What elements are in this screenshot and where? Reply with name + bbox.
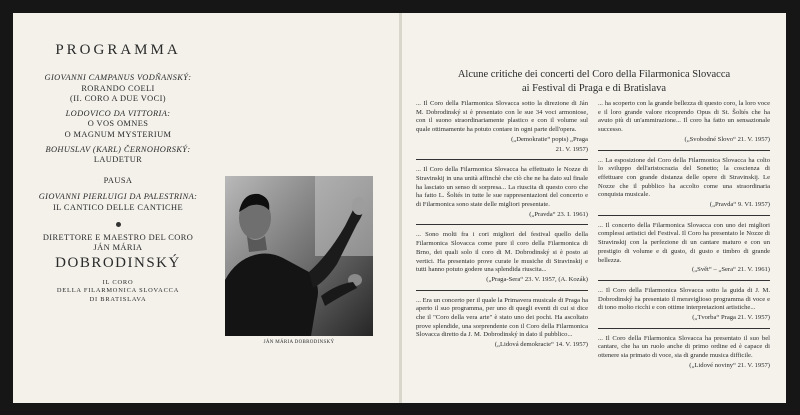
divider [416, 159, 588, 160]
review-source: („Demokratie“ popis) „Praga [511, 135, 588, 143]
review-item [598, 287, 770, 329]
choir-line: DELLA FILARMONICA SLOVACCA [56, 287, 180, 295]
critiques-title [422, 68, 766, 96]
conductor-photo-image [225, 176, 373, 336]
review-text: ... Il concerto della Filarmonica Slovacca con uno dei migliori complessi artistici del Festival. Il Coro ha presentato le Nozze di Stravinskij con la perfezione di un cantare maturo e con un prestigio di volume e di gusto, di gusto e timbro di grande bellezza. [598, 221, 770, 264]
choir-credit [13, 279, 223, 305]
bullet-dot [116, 222, 121, 227]
review-item [416, 100, 588, 160]
program-title: PROGRAMMA [55, 42, 181, 58]
review-text: ... Il Coro della Filarmonica Slovacca ha effettuato le Nozze di Stravinskij in una unità affinchè che ciò che ne ha dato sul finale ha lasciato un senso di sorpresa... La riuscita di questo coro che ha fatto L. Šoltés in tutte le sue rappresentazioni del concerto e di Filarmonica sono state delle migliori presentate. [416, 166, 588, 209]
review-source: („Lidové noviny“ 21. V. 1957) [689, 361, 770, 369]
review-text: ... Il Coro della Filarmonica Slovacca sotto la direzione di Ján M. Dobrodinský si è presentato con le sue 34 voci armoniose, con il suono straordinariamente plastico e con il volume sul quale ottimamente ha potuto contare in ogni parte dell'opera. [416, 100, 588, 134]
critiques-column-left [416, 100, 588, 350]
review-text: ... ha scoperto con la grande bellezza di questo coro, la loro voce e il loro grande valore ricoprendo Opus di St. Šoltés che ha avuto più di un'ammirazione... Il coro ha fatto un sensazionale successo. [598, 100, 770, 134]
director-first-name: JÁN MÁRIA [93, 243, 143, 253]
divider [598, 215, 770, 216]
pausa-label: PAUSA [103, 175, 133, 185]
review-item [598, 335, 770, 371]
divider [598, 280, 770, 281]
review-text: ... La esposizione del Coro della Filarmonica Slovacca ha colto lo sviluppo dell'aristocrazia del Sonetto; la coscienza di effettuare con grande distanza delle opere di Stravinskij. Le Nozze che il pubblico ha accolto come una straordinaria conquista musicale. [598, 156, 770, 199]
review-source: („Pravda“ 9. VI. 1957) [709, 201, 770, 209]
review-item [598, 157, 770, 216]
composer-vodnansky: GIOVANNI CAMPANUS VODŇANSKÝ: [44, 73, 192, 82]
review-text: ... Sono molti fra i cori migliori del festival quello della Filarmonica Slovacca come pure il coro della Filarmonica di Brno, dei quali solo il coro di M. Dobrodinský si è posto ai vertici. Ha presentato prove curate le musiche di Stravinskij e tutti hanno potuto godere una splendida riuscita... [416, 231, 588, 274]
work-line: LAUDETUR [93, 155, 143, 165]
review-source: („Svobodné Slovo“ 21. V. 1957) [684, 135, 770, 143]
program-list [13, 69, 223, 305]
critiques-title-line: ai Festival di Praga e di Bratislava [521, 83, 667, 94]
composer-cernohorsky: BOHUSLAV (KARL) ČERNOHORSKÝ: [45, 144, 191, 154]
composer-palestrina: GIOVANNI PIERLUIGI DA PALESTRINA: [38, 192, 198, 202]
work-line: O MAGNUM MYSTERIUM [64, 129, 172, 139]
review-source: („Pravda“ 23. I. 1961) [529, 210, 588, 218]
critiques-title-line: Alcune critiche dei concerti del Coro della Filarmonica Slovacca [457, 69, 731, 80]
director-label: DIRETTORE E MAESTRO DEL CORO [42, 232, 194, 242]
review-source: („Lidová demokracie“ 14. V. 1957) [494, 341, 588, 349]
review-item [416, 297, 588, 350]
program-page [13, 13, 400, 403]
work-line: O VOS OMNES [87, 119, 149, 129]
conductor-photo [225, 176, 373, 336]
review-source: („Svět“ – „Sera“ 21. V. 1961) [692, 266, 770, 274]
composer-vittoria: LODOVICO DA VITTORIA: [65, 108, 171, 118]
work-line: IL CANTICO DELLE CANTICHE [53, 202, 183, 212]
review-source: („Praga-Sera“ 23. V. 1957, (A. Kozák) [486, 275, 588, 283]
review-source: („Tvorba“ Praga 21. V. 1957) [692, 314, 770, 322]
review-text: ... Il Coro della Filarmonica Slovacca ha presentato il suo bel cantare, che ha un ruolo anche di primo ordine ed è capace di ottenere sia primato di voce, sia di grande musica difficile. [598, 334, 770, 360]
director-last-name: DOBRODINSKÝ [55, 254, 181, 271]
divider [416, 290, 588, 291]
choir-line: DI BRATISLAVA [89, 295, 147, 303]
work-line: RORANDO COELI [81, 83, 155, 93]
work-line: (II. CORO A DUE VOCI) [70, 94, 166, 104]
review-text: ... Era un concerto per il quale la Primavera musicale di Praga ha aperto il suo programma, per uno di quegli eventi di cui si dice che il "Coro della vera arte" è stato uno dei pochi. Ha ascoltato prove splendide, una sorprendente con il Coro della Filarmonica Slovacca diretto da J. M. Dobrodinský in dato il pubblico... [416, 296, 588, 339]
review-text: ... Il Coro della Filarmonica Slovacca sotto la guida di J. M. Dobrodinský ha presentato il meraviglioso programma di voce e di tono molto ricchi e con ottime interpretazioni artistiche... [598, 286, 770, 312]
divider [598, 328, 770, 329]
divider [598, 150, 770, 151]
critiques-column-right [598, 100, 770, 371]
photo-caption: JÁN MÁRIA DOBRODINSKÝ [263, 340, 335, 345]
review-item [598, 100, 770, 151]
review-item [598, 222, 770, 281]
review-item [416, 231, 588, 290]
review-source: 21. V. 1957) [555, 145, 588, 153]
choir-line: IL CORO [102, 278, 134, 286]
review-item [416, 166, 588, 225]
critiques-page [402, 13, 786, 403]
divider [416, 224, 588, 225]
